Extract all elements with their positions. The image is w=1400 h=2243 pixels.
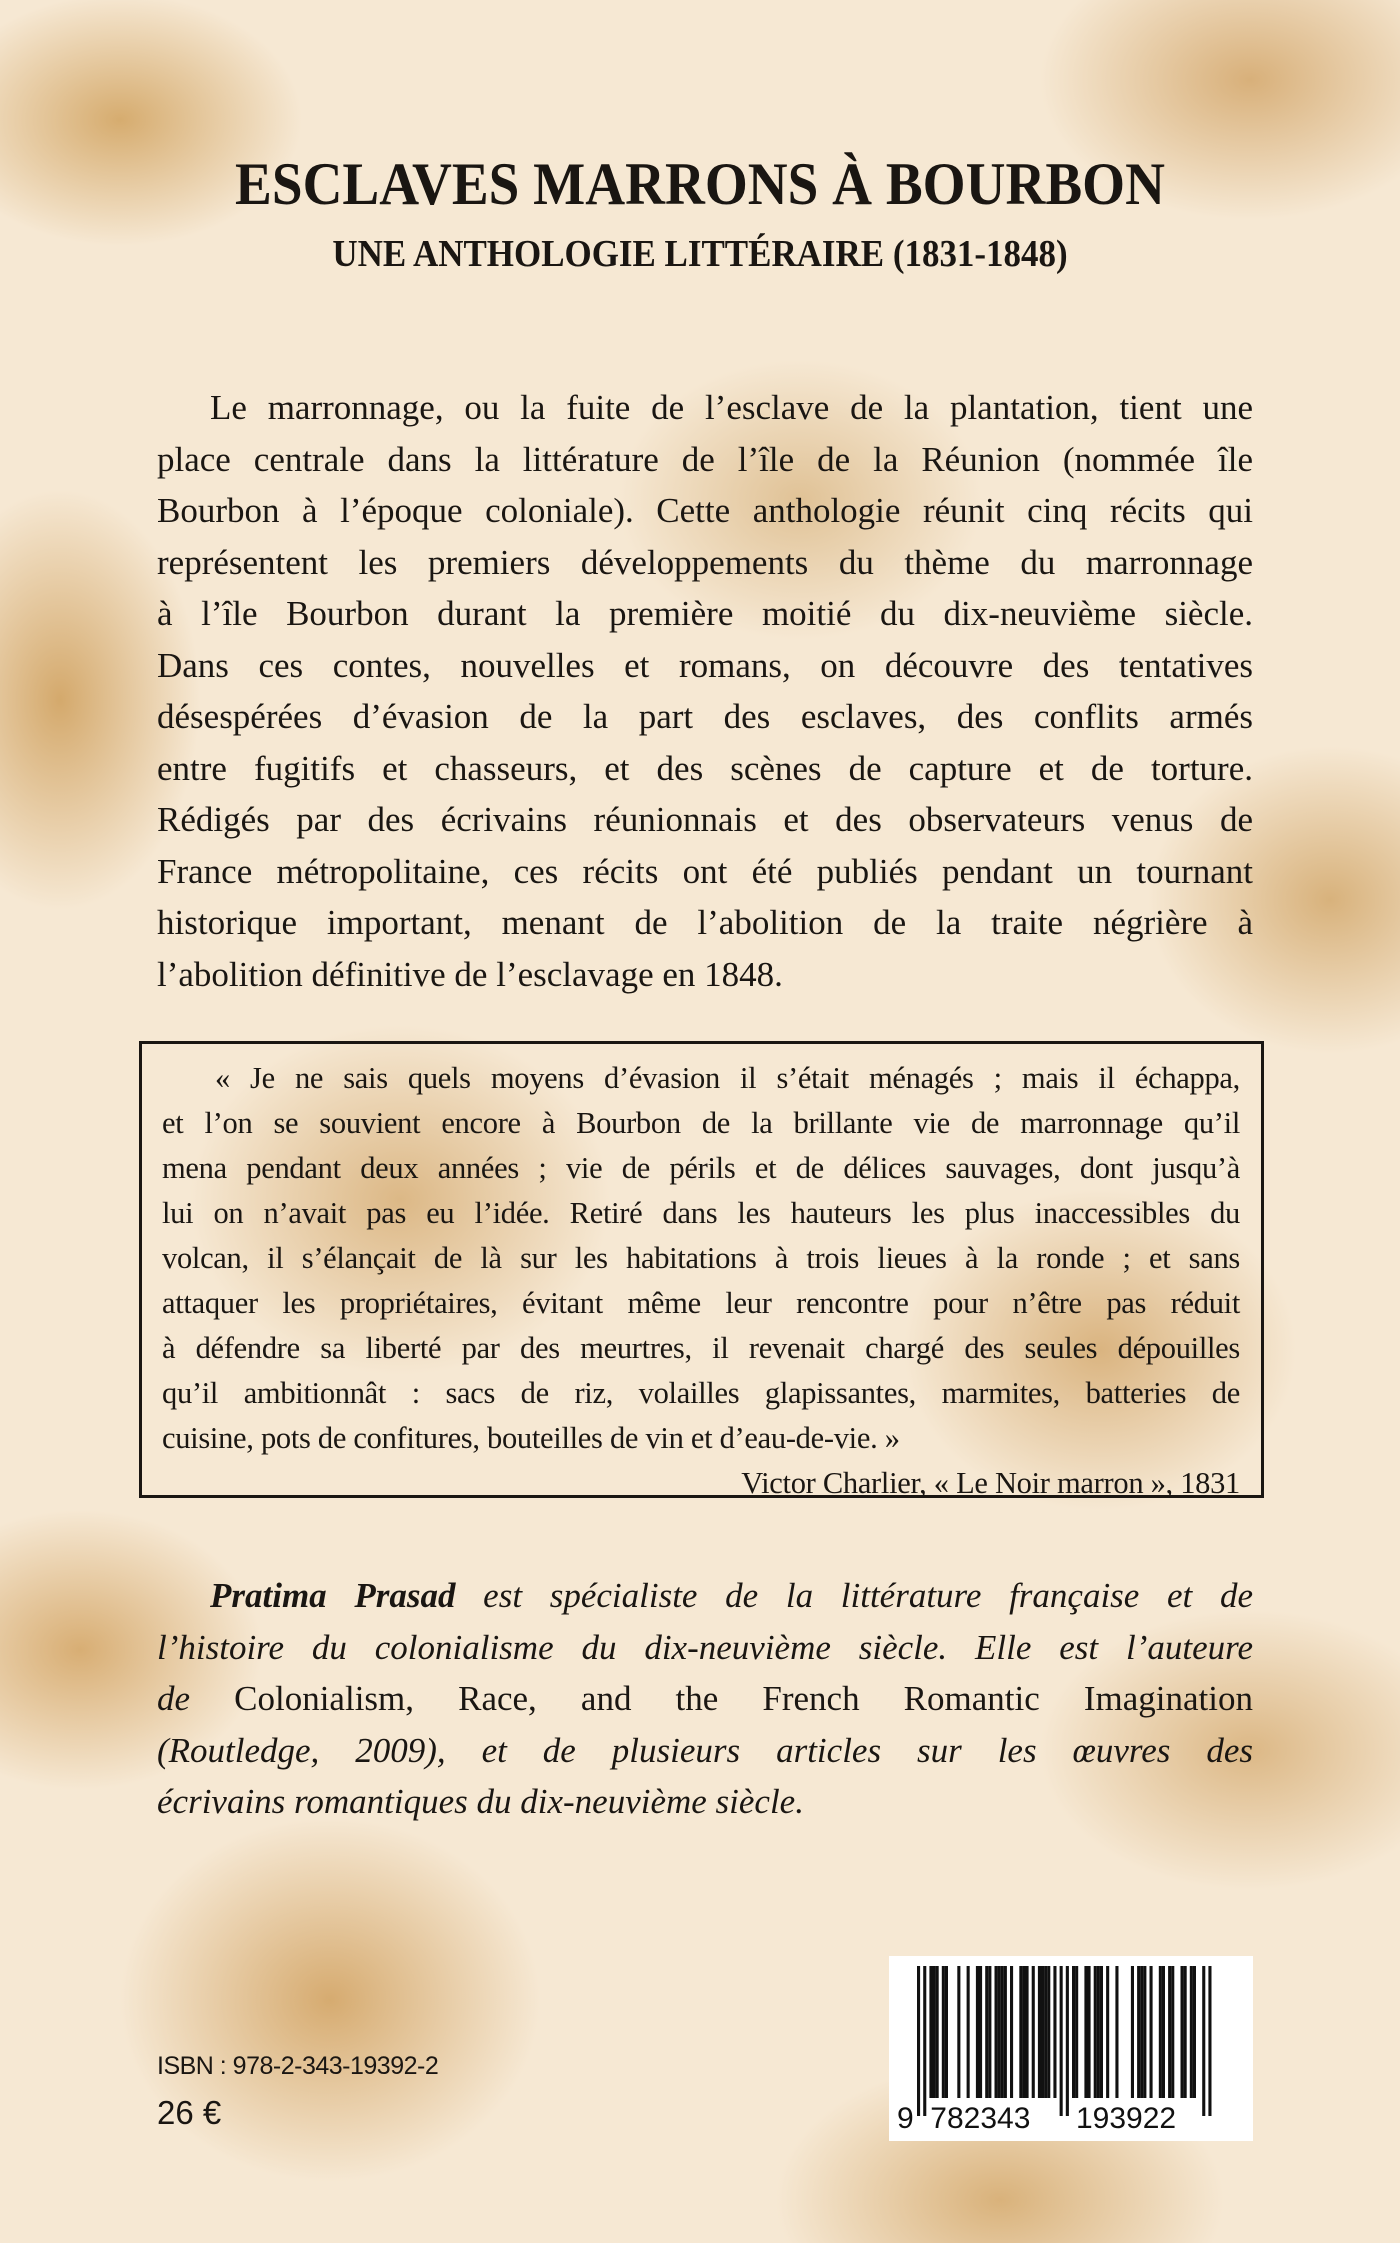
barcode-bar: [998, 1966, 1001, 2098]
bio-line: l’histoire du colonialisme du dix-neuvième siècle. Elle est l’auteure: [157, 1627, 1253, 1667]
barcode-bar: [976, 1966, 979, 2098]
isbn: ISBN : 978-2-343-19392-2: [157, 2052, 439, 2080]
summary-line: Le marronnage, ou la fuite de l’esclave de la plantation, tient une: [210, 388, 1253, 427]
quote-line: qu’il ambitionnât : sacs de riz, volailles glapissantes, marmites, batteries de: [162, 1376, 1240, 1410]
barcode-bar: [1026, 1966, 1029, 2098]
barcode-graphic: [889, 1956, 1253, 2141]
price: 26 €: [157, 2094, 222, 2131]
barcode-digits: 782343: [930, 2102, 1031, 2135]
summary-line: entre fugitifs et chasseurs, et des scènes de capture et de torture.: [157, 748, 1253, 788]
barcode-bar: [1159, 1966, 1162, 2098]
barcode-bar: [1001, 1966, 1004, 2098]
barcode-bar: [1004, 1966, 1007, 2098]
bio-text: est spécialiste de la littérature française et de: [455, 1576, 1253, 1615]
barcode-bar: [1208, 1966, 1211, 2116]
barcode-bar: [1184, 1966, 1187, 2098]
barcode-bar: [1143, 1966, 1146, 2098]
barcode-bar: [1168, 1966, 1171, 2098]
barcode-bar: [967, 1966, 970, 2098]
barcode-bar: [1097, 1966, 1100, 2098]
barcode-digits: 9: [897, 2102, 914, 2135]
quote-text: [162, 1056, 1240, 1506]
barcode-bar: [929, 1966, 932, 2098]
barcode-bar: [1150, 1966, 1153, 2098]
barcode-bar: [1072, 1966, 1075, 2098]
quote-line: attaquer les propriétaires, évitant même leur rencontre pour n’être pas réduit: [162, 1286, 1240, 1320]
barcode-bar: [1106, 1966, 1109, 2098]
barcode-bar: [1137, 1966, 1140, 2098]
summary-line: Dans ces contes, nouvelles et romans, on découvre des tentatives: [157, 645, 1253, 685]
barcode-bar: [1181, 1966, 1184, 2098]
quote-box: [139, 1041, 1264, 1498]
barcode-bar: [1041, 1966, 1044, 2098]
summary-line: Bourbon à l’époque coloniale). Cette anthologie réunit cinq récits qui: [157, 491, 1253, 530]
quote-line: à défendre sa liberté par des meurtres, il revenait chargé des seules dépouilles: [162, 1331, 1240, 1365]
summary-line: l’abolition définitive de l’esclavage en 1848.: [157, 954, 783, 994]
summary-line: représentent les premiers développements du thème du marronnage: [157, 542, 1253, 582]
barcode: [889, 1956, 1253, 2141]
quote-line: mena pendant deux années ; vie de périls et de délices sauvages, dont jusqu’à: [162, 1151, 1240, 1185]
bio-line: (Routledge, 2009), et de plusieurs articles sur les œuvres des: [157, 1730, 1253, 1770]
barcode-bar: [1162, 1966, 1165, 2098]
barcode-bar: [1053, 1966, 1056, 2098]
barcode-bar: [995, 1966, 998, 2098]
barcode-bar: [942, 1966, 945, 2098]
barcode-bar: [1038, 1966, 1041, 2098]
quote-line: « Je ne sais quels moyens d’évasion il s’était ménagés ; mais il échappa,: [215, 1061, 1240, 1095]
barcode-bar: [1066, 1966, 1069, 2116]
barcode-bar: [1022, 1966, 1025, 2098]
barcode-bar: [1084, 1966, 1087, 2098]
bio-line: [157, 1570, 1253, 1622]
barcode-bar: [933, 1966, 936, 2098]
summary-line: Rédigés par des écrivains réunionnais et des observateurs venus de: [157, 800, 1253, 839]
book-reference: Colonialism, Race, and the French Romantic Imagination: [234, 1679, 1253, 1718]
barcode-bar: [1193, 1966, 1196, 2098]
book-subtitle: UNE ANTHOLOGIE LITTÉRAIRE (1831-1848): [332, 233, 1068, 275]
barcode-bar: [1060, 1966, 1063, 2116]
barcode-bar: [1190, 1966, 1193, 2098]
quote-line: et l’on se souvient encore à Bourbon de la brillante vie de marronnage qu’il: [162, 1106, 1240, 1140]
bio-text: de: [157, 1679, 235, 1718]
barcode-bar: [1010, 1966, 1013, 2098]
summary-line: historique important, menant de l’abolition de la traite négrière à: [157, 903, 1253, 942]
quote-line: lui on n’avait pas eu l’idée. Retiré dans les hauteurs les plus inaccessibles du: [162, 1196, 1240, 1230]
quote-attribution: Victor Charlier, « Le Noir marron », 1831: [741, 1466, 1240, 1500]
barcode-digits: 193922: [1076, 2102, 1177, 2135]
barcode-bar: [1032, 1966, 1035, 2098]
barcode-bar: [988, 1966, 991, 2098]
quote-line: cuisine, pots de confitures, bouteilles de vin et d’eau-de-vie. »: [162, 1421, 900, 1455]
barcode-bar: [1171, 1966, 1174, 2098]
quote-line: volcan, il s’élançait de là sur les habitations à trois lieues à la ronde ; et sans: [162, 1241, 1240, 1275]
barcode-bar: [945, 1966, 948, 2098]
barcode-bar: [1202, 1966, 1205, 2116]
barcode-bar: [1019, 1966, 1022, 2098]
bio-line: écrivains romantiques du dix-neuvième siècle.: [157, 1782, 804, 1821]
barcode-bar: [923, 1966, 926, 2116]
book-title: ESCLAVES MARRONS À BOURBON: [235, 151, 1165, 217]
author-name: Pratima Prasad: [210, 1576, 456, 1615]
barcode-bar: [1094, 1966, 1097, 2098]
author-bio: [157, 1570, 1253, 1828]
summary-line: à l’île Bourbon durant la première moitié du dix-neuvième siècle.: [157, 594, 1253, 633]
summary-line: désespérées d’évasion de la part des esclaves, des conflits armés: [157, 697, 1253, 736]
barcode-bar: [1131, 1966, 1134, 2098]
barcode-bar: [957, 1966, 960, 2098]
bio-line: [157, 1673, 1253, 1725]
barcode-bar: [1044, 1966, 1047, 2098]
barcode-bar: [979, 1966, 982, 2098]
barcode-bar: [917, 1966, 920, 2116]
barcode-bar: [1115, 1966, 1118, 2098]
barcode-bar: [1100, 1966, 1103, 2098]
barcode-bar: [936, 1966, 939, 2098]
summary-paragraph: [157, 382, 1253, 1000]
barcode-bar: [1140, 1966, 1143, 2098]
summary-line: France métropolitaine, ces récits ont été publiés pendant un tournant: [157, 851, 1253, 891]
barcode-bar: [1075, 1966, 1078, 2098]
barcode-bar: [1047, 1966, 1050, 2098]
barcode-bar: [1088, 1966, 1091, 2098]
barcode-bar: [985, 1966, 988, 2098]
summary-line: place centrale dans la littérature de l’île de la Réunion (nommée île: [157, 439, 1253, 479]
